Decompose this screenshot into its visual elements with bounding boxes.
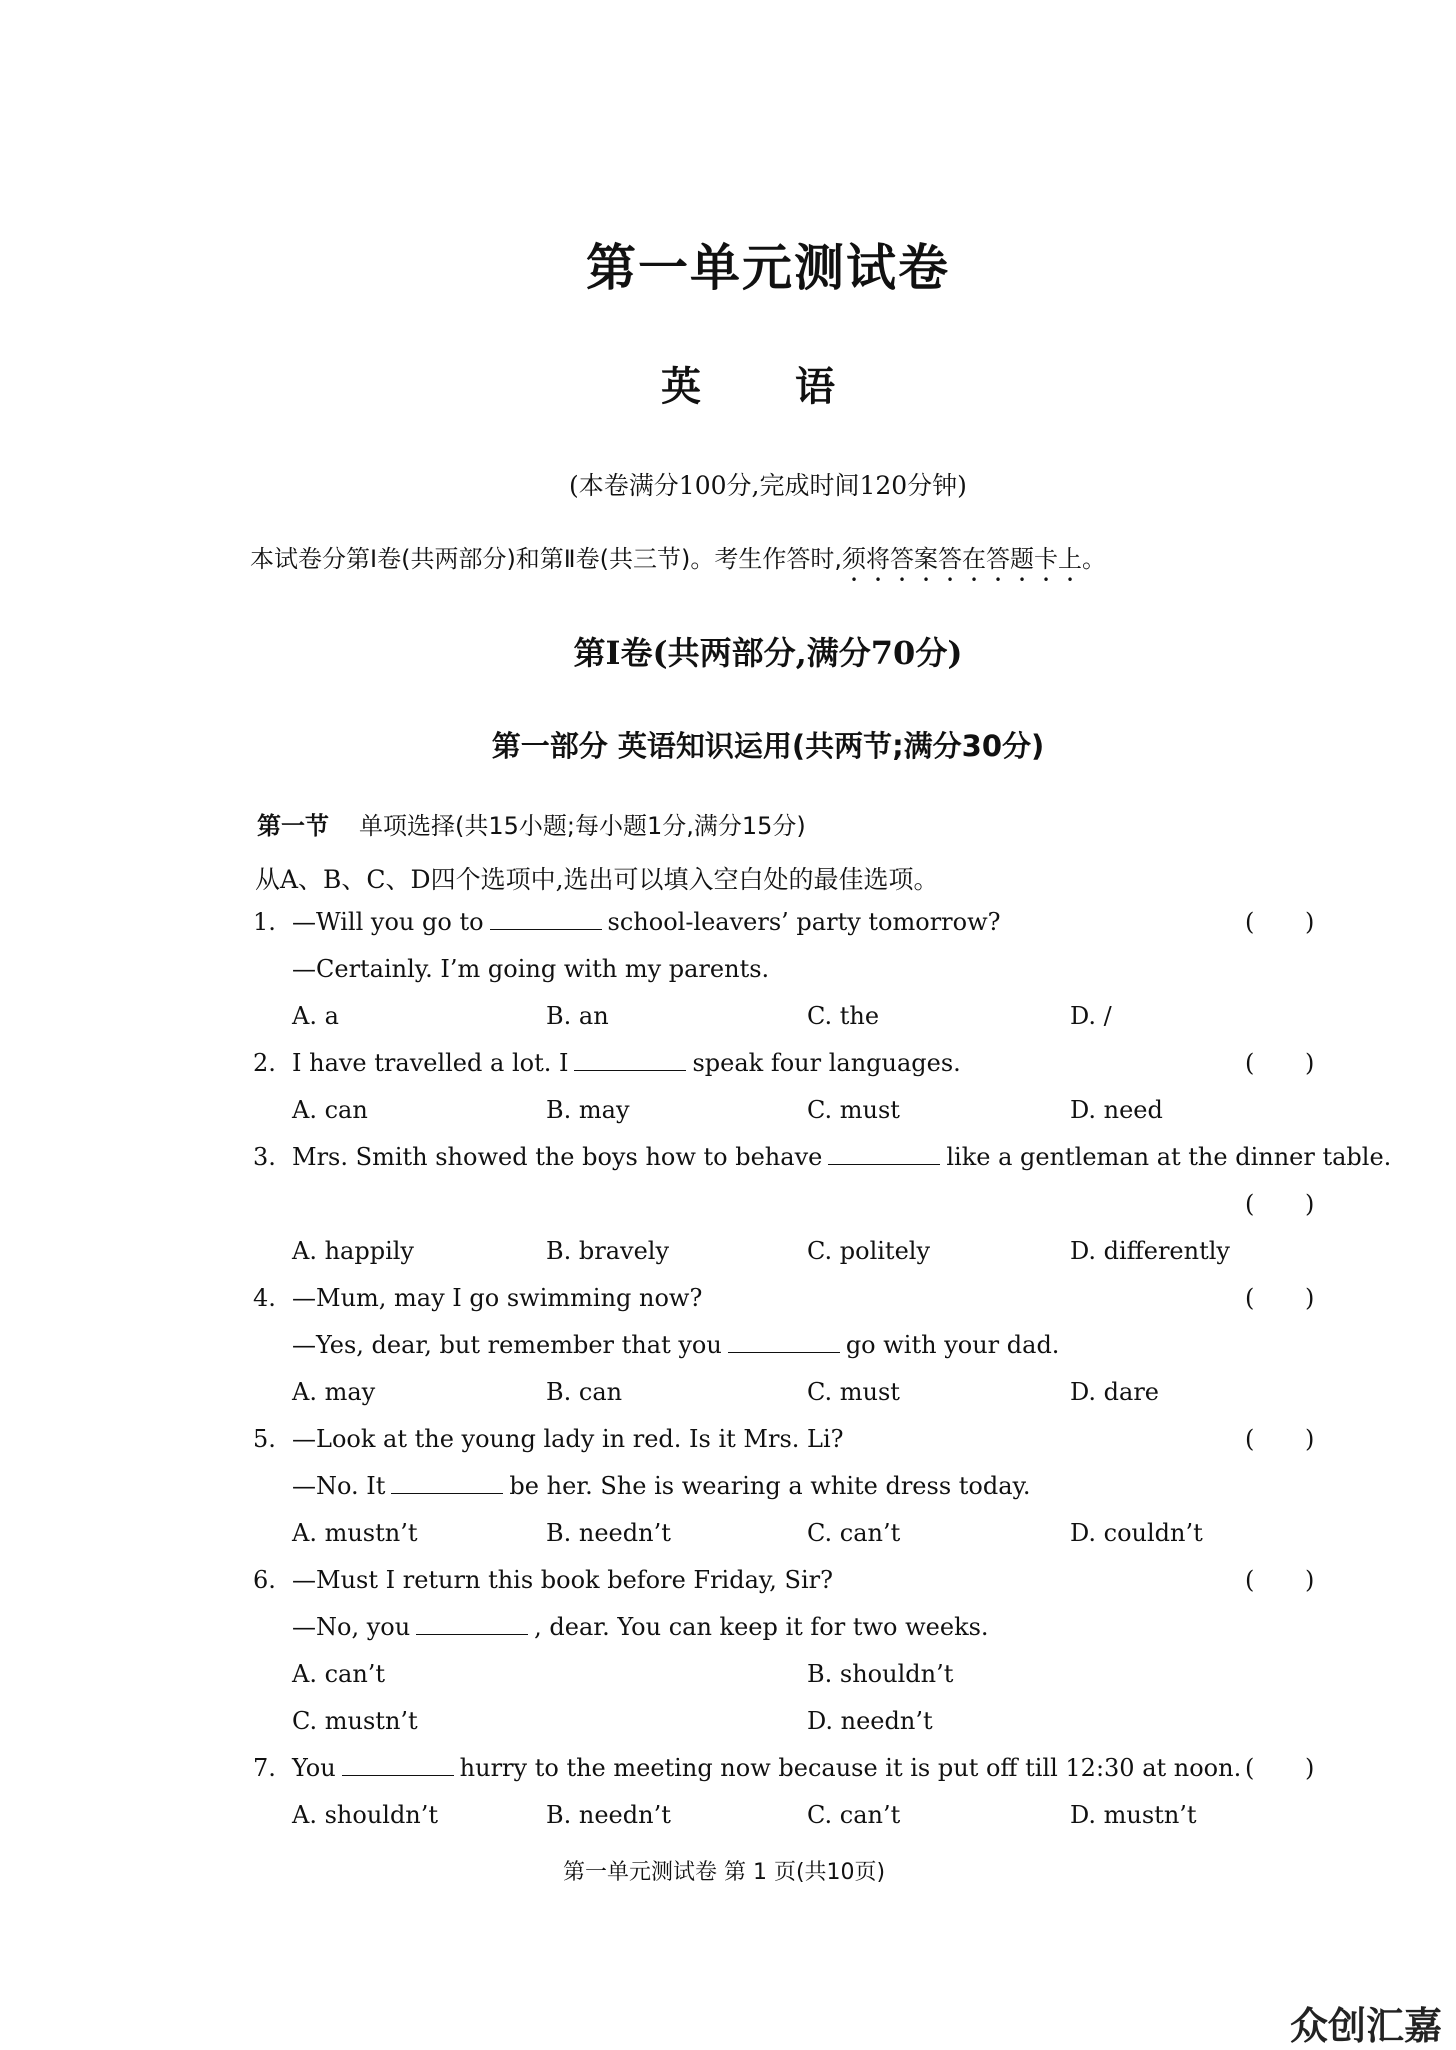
option-b: B. needn’t	[546, 1519, 671, 1547]
answer-bracket: ( )	[1245, 1284, 1315, 1312]
option-b: B. can	[546, 1378, 623, 1406]
question-number: 7.	[253, 1754, 276, 1782]
option-a: A. happily	[292, 1237, 414, 1265]
answer-bracket: ( )	[1245, 908, 1315, 936]
option-b: B. may	[546, 1096, 630, 1124]
option-a: A. shouldn’t	[292, 1801, 439, 1829]
option-a: A. can’t	[292, 1660, 386, 1688]
question-number: 5.	[253, 1425, 276, 1453]
question-dialog-line: —Certainly. I’m going with my parents.	[292, 955, 770, 983]
full-mark-note: (本卷满分100分,完成时间120分钟)	[569, 471, 967, 500]
question-dialog-line: —Yes, dear, but remember that you go with your dad.	[292, 1331, 1060, 1359]
question-stem: —Must I return this book before Friday, Sir?	[292, 1566, 833, 1594]
question-number: 3.	[253, 1143, 276, 1171]
answer-blank	[828, 1163, 940, 1165]
option-b: B. bravely	[546, 1237, 670, 1265]
option-c: C. must	[807, 1378, 900, 1406]
option-d: D. differently	[1070, 1237, 1230, 1265]
answer-bracket: ( )	[1245, 1566, 1315, 1594]
option-b: B. shouldn’t	[807, 1660, 954, 1688]
option-d: D. dare	[1070, 1378, 1159, 1406]
answer-bracket: ( )	[1245, 1754, 1315, 1782]
option-b: B. an	[546, 1002, 609, 1030]
part-heading: 第一部分 英语知识运用(共两节;满分30分)	[491, 729, 1045, 763]
section-heading: 第一节 单项选择(共15小题;每小题1分,满分15分)	[257, 812, 806, 840]
option-c: C. mustn’t	[292, 1707, 418, 1735]
answer-blank	[490, 928, 602, 930]
option-c: C. can’t	[807, 1801, 901, 1829]
question-number: 6.	[253, 1566, 276, 1594]
answer-blank	[391, 1492, 503, 1494]
question-stem: You hurry to the meeting now because it is put off till 12:30 at noon.	[292, 1754, 1242, 1782]
question-number: 2.	[253, 1049, 276, 1077]
page-title: 第一单元测试卷	[586, 238, 950, 297]
answer-blank	[416, 1633, 528, 1635]
question-number: 1.	[253, 908, 276, 936]
option-d: D. /	[1070, 1002, 1112, 1030]
question-stem: —Will you go to school-leavers’ party tomorrow?	[292, 908, 1001, 936]
option-a: A. may	[292, 1378, 376, 1406]
option-a: A. a	[292, 1002, 339, 1030]
direction-text: 从A、B、C、D四个选项中,选出可以填入空白处的最佳选项。	[255, 865, 939, 894]
question-number: 4.	[253, 1284, 276, 1312]
option-a: A. can	[292, 1096, 368, 1124]
answer-blank	[574, 1069, 686, 1071]
option-d: D. mustn’t	[1070, 1801, 1197, 1829]
option-d: D. needn’t	[807, 1707, 933, 1735]
answer-bracket: ( )	[1245, 1425, 1315, 1453]
option-a: A. mustn’t	[292, 1519, 418, 1547]
question-stem: Mrs. Smith showed the boys how to behave like a gentleman at the dinner table.	[292, 1143, 1392, 1171]
answer-blank	[728, 1351, 840, 1353]
option-c: C. must	[807, 1096, 900, 1124]
page-footer: 第一单元测试卷 第 1 页(共10页)	[563, 1860, 886, 1885]
option-c: C. the	[807, 1002, 880, 1030]
question-stem: —Mum, may I go swimming now?	[292, 1284, 703, 1312]
subject-heading: 英 语	[661, 363, 875, 410]
option-c: C. politely	[807, 1237, 931, 1265]
answer-bracket: ( )	[1245, 1049, 1315, 1077]
option-d: D. need	[1070, 1096, 1163, 1124]
question-stem: I have travelled a lot. I speak four languages.	[292, 1049, 961, 1077]
option-c: C. can’t	[807, 1519, 901, 1547]
option-b: B. needn’t	[546, 1801, 671, 1829]
watermark-logo: 众创汇嘉	[1290, 2004, 1443, 2048]
volume-heading: 第Ⅰ卷(共两部分,满分70分)	[573, 634, 963, 672]
question-stem: —Look at the young lady in red. Is it Mrs. Li?	[292, 1425, 844, 1453]
question-dialog-line: —No. It be her. She is wearing a white dress today.	[292, 1472, 1031, 1500]
answer-blank	[342, 1774, 454, 1776]
answer-bracket: ( )	[1245, 1190, 1315, 1218]
question-dialog-line: —No, you , dear. You can keep it for two weeks.	[292, 1613, 989, 1641]
instruction: 本试卷分第Ⅰ卷(共两部分)和第Ⅱ卷(共三节)。考生作答时,须将答案答在答题卡上。	[250, 545, 1106, 573]
option-d: D. couldn’t	[1070, 1519, 1203, 1547]
